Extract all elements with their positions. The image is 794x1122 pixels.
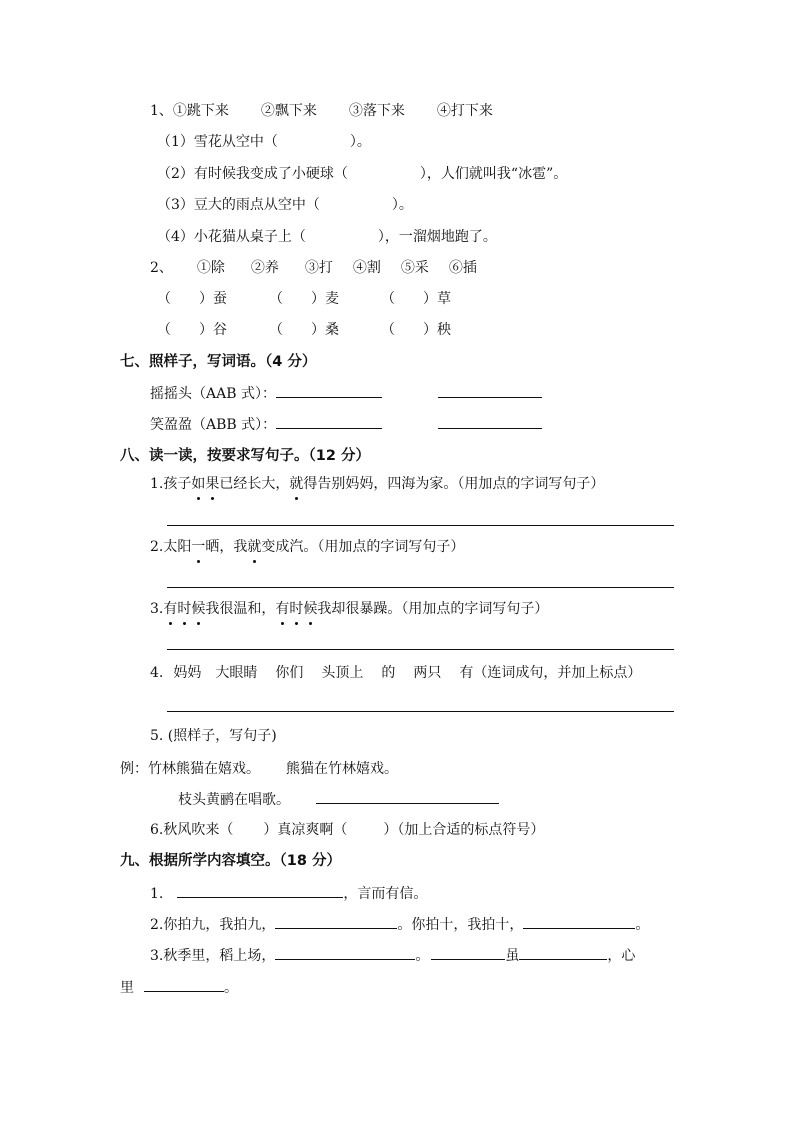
dotted-char: 候 [303,601,318,617]
option-3: ③落下来 [348,103,405,119]
word-prompt: 笑盈盈（ABB 式）： [150,417,277,433]
option-3: ③打 [304,260,333,276]
sentence-text: 。 [635,917,650,933]
fill-cell[interactable]: （ ）草 [381,291,451,307]
sentence-text: （3）豆大的雨点从空中（ [157,197,320,213]
item-number: 2、 [150,260,173,276]
q9-line-1 [150,883,427,904]
dotted-char: 一 [191,539,206,555]
answer-line[interactable] [167,525,674,526]
sentence-text: 我很温和， [205,601,276,617]
sentence-text: 2.太阳 [150,539,192,555]
answer-line[interactable] [519,945,607,960]
answer-line[interactable] [276,383,382,398]
answer-line[interactable] [167,587,674,588]
word-tile: 的 [381,665,396,681]
sentence-text: 我却很暴躁。（用加点的字词写句子） [317,601,549,617]
answer-line[interactable] [523,914,635,929]
word-prompt: 摇摇头（AAB 式）： [150,386,276,402]
sentence-text: ），一溜烟地跑了。 [377,229,497,245]
answer-line[interactable] [316,789,499,804]
sentence-text: 枝头黄鹂在唱歌。 [178,792,290,808]
option-5: ⑤采 [400,260,429,276]
sentence-text: ，言而有信。 [343,886,428,902]
section-8-heading: 八、读一读，按要求写句子。（12 分） [120,448,370,464]
answer-line[interactable] [275,914,397,929]
q8-sentence-4 [150,663,641,683]
example-answer: 熊猫在竹林嬉戏。 [286,761,398,777]
q8-example [120,759,398,779]
option-1: ①除 [196,260,225,276]
answer-line[interactable] [275,945,415,960]
sentence-text: ），人们就叫我“冰雹”。 [419,166,568,182]
option-4: ④割 [352,260,381,276]
dotted-char: 如 [191,476,206,492]
option-2: ②飘下来 [260,103,317,119]
answer-line[interactable] [438,414,542,429]
q7-row-2 [150,414,542,435]
q6-sentence-3 [157,195,413,215]
answer-line[interactable] [167,649,674,650]
q6-item2-options [150,258,477,278]
q8-sentence-5-question [178,789,499,810]
word-tile: 妈妈 [173,665,202,681]
sentence-text: ）。 [349,134,371,150]
word-tile: 大眼睛 [215,665,258,681]
dotted-char: 时 [177,601,192,617]
q6-sentence-4 [157,227,497,247]
sentence-text: 3.秋季里，稻上场， [150,948,276,964]
section-9-heading: 九、根据所学内容填空。（18 分） [120,853,341,869]
example-text: 例：竹林熊猫在嬉戏。 [120,761,260,777]
item-number: 1. [150,886,164,902]
sentence-text: 变成汽。（用加点的字词写句子） [261,539,465,555]
dotted-char: 就 [247,539,262,555]
fill-cell[interactable]: （ ）麦 [269,291,339,307]
dotted-char: 就 [289,476,304,492]
sentence-text: （2）有时候我变成了小硬球（ [157,166,348,182]
answer-line[interactable] [438,383,542,398]
sentence-text: 已经长大， [219,476,290,492]
answer-line[interactable] [431,945,505,960]
sentence-text: 晒，我 [205,539,248,555]
sentence-text: 。你拍十，我拍十， [397,917,524,933]
q9-line-3 [150,945,635,966]
sentence-text: 6.秋风吹来（ [150,822,234,838]
sentence-text: 1.孩子 [150,476,192,492]
q6-row-2 [157,320,493,340]
answer-line[interactable] [177,883,343,898]
option-2: ②养 [250,260,279,276]
dotted-char: 候 [191,601,206,617]
sentence-text: ）（加上合适的标点符号） [383,822,545,838]
fill-cell[interactable]: （ ）秧 [381,322,451,338]
dotted-char: 有 [275,601,290,617]
q8-sentence-6 [150,820,544,840]
q6-sentence-1 [157,132,371,152]
dotted-char: 时 [289,601,304,617]
q8-sentence-5: 5. (照样子，写句子) [150,728,277,744]
q6-sentence-2 [157,164,567,184]
q8-sentence-1 [150,474,604,494]
answer-line[interactable] [167,711,674,712]
sentence-text: 。 [224,980,238,996]
sentence-text: 得告别妈妈，四海为家。（用加点的字词写句子） [303,476,605,492]
sentence-text: 虽 [505,948,520,964]
option-4: ④打下来 [436,103,493,119]
option-6: ⑥插 [448,260,477,276]
sentence-text: 2.你拍九，我拍九， [150,917,276,933]
item-number: 4. [150,665,164,681]
word-tile: 两只 [413,665,442,681]
answer-line[interactable] [276,414,382,429]
fill-cell[interactable]: （ ）桑 [269,322,339,338]
q6-item1-options [150,101,493,121]
sentence-text: ，心 [607,948,636,964]
sentence-text: ）真凉爽啊（ [263,822,348,838]
fill-cell[interactable]: （ ）谷 [157,322,227,338]
word-tile: 有（连词成句，并加上标点） [459,665,642,681]
q8-sentence-2 [150,537,464,557]
q8-sentence-3 [150,599,548,619]
dotted-char: 有 [163,601,178,617]
word-tile: 头顶上 [321,665,364,681]
word-tile: 你们 [275,665,304,681]
sentence-text: ）。 [391,197,413,213]
q9-line-2 [150,914,649,935]
sentence-text: 。 [415,948,430,964]
q9-line-4 [120,977,238,998]
sentence-text: 里 [120,980,134,996]
section-7-heading: 七、照样子，写词语。（4 分） [120,354,317,370]
answer-line[interactable] [144,977,224,992]
sentence-text: （1）雪花从空中（ [157,134,278,150]
option-1: 1、①跳下来 [150,103,229,119]
q7-row-1 [150,383,542,404]
sentence-text: （4）小花猫从桌子上（ [157,229,306,245]
sentence-text: 3. [150,601,164,617]
fill-cell[interactable]: （ ）蚕 [157,291,227,307]
dotted-char: 果 [205,476,220,492]
q6-row-1 [157,289,493,309]
